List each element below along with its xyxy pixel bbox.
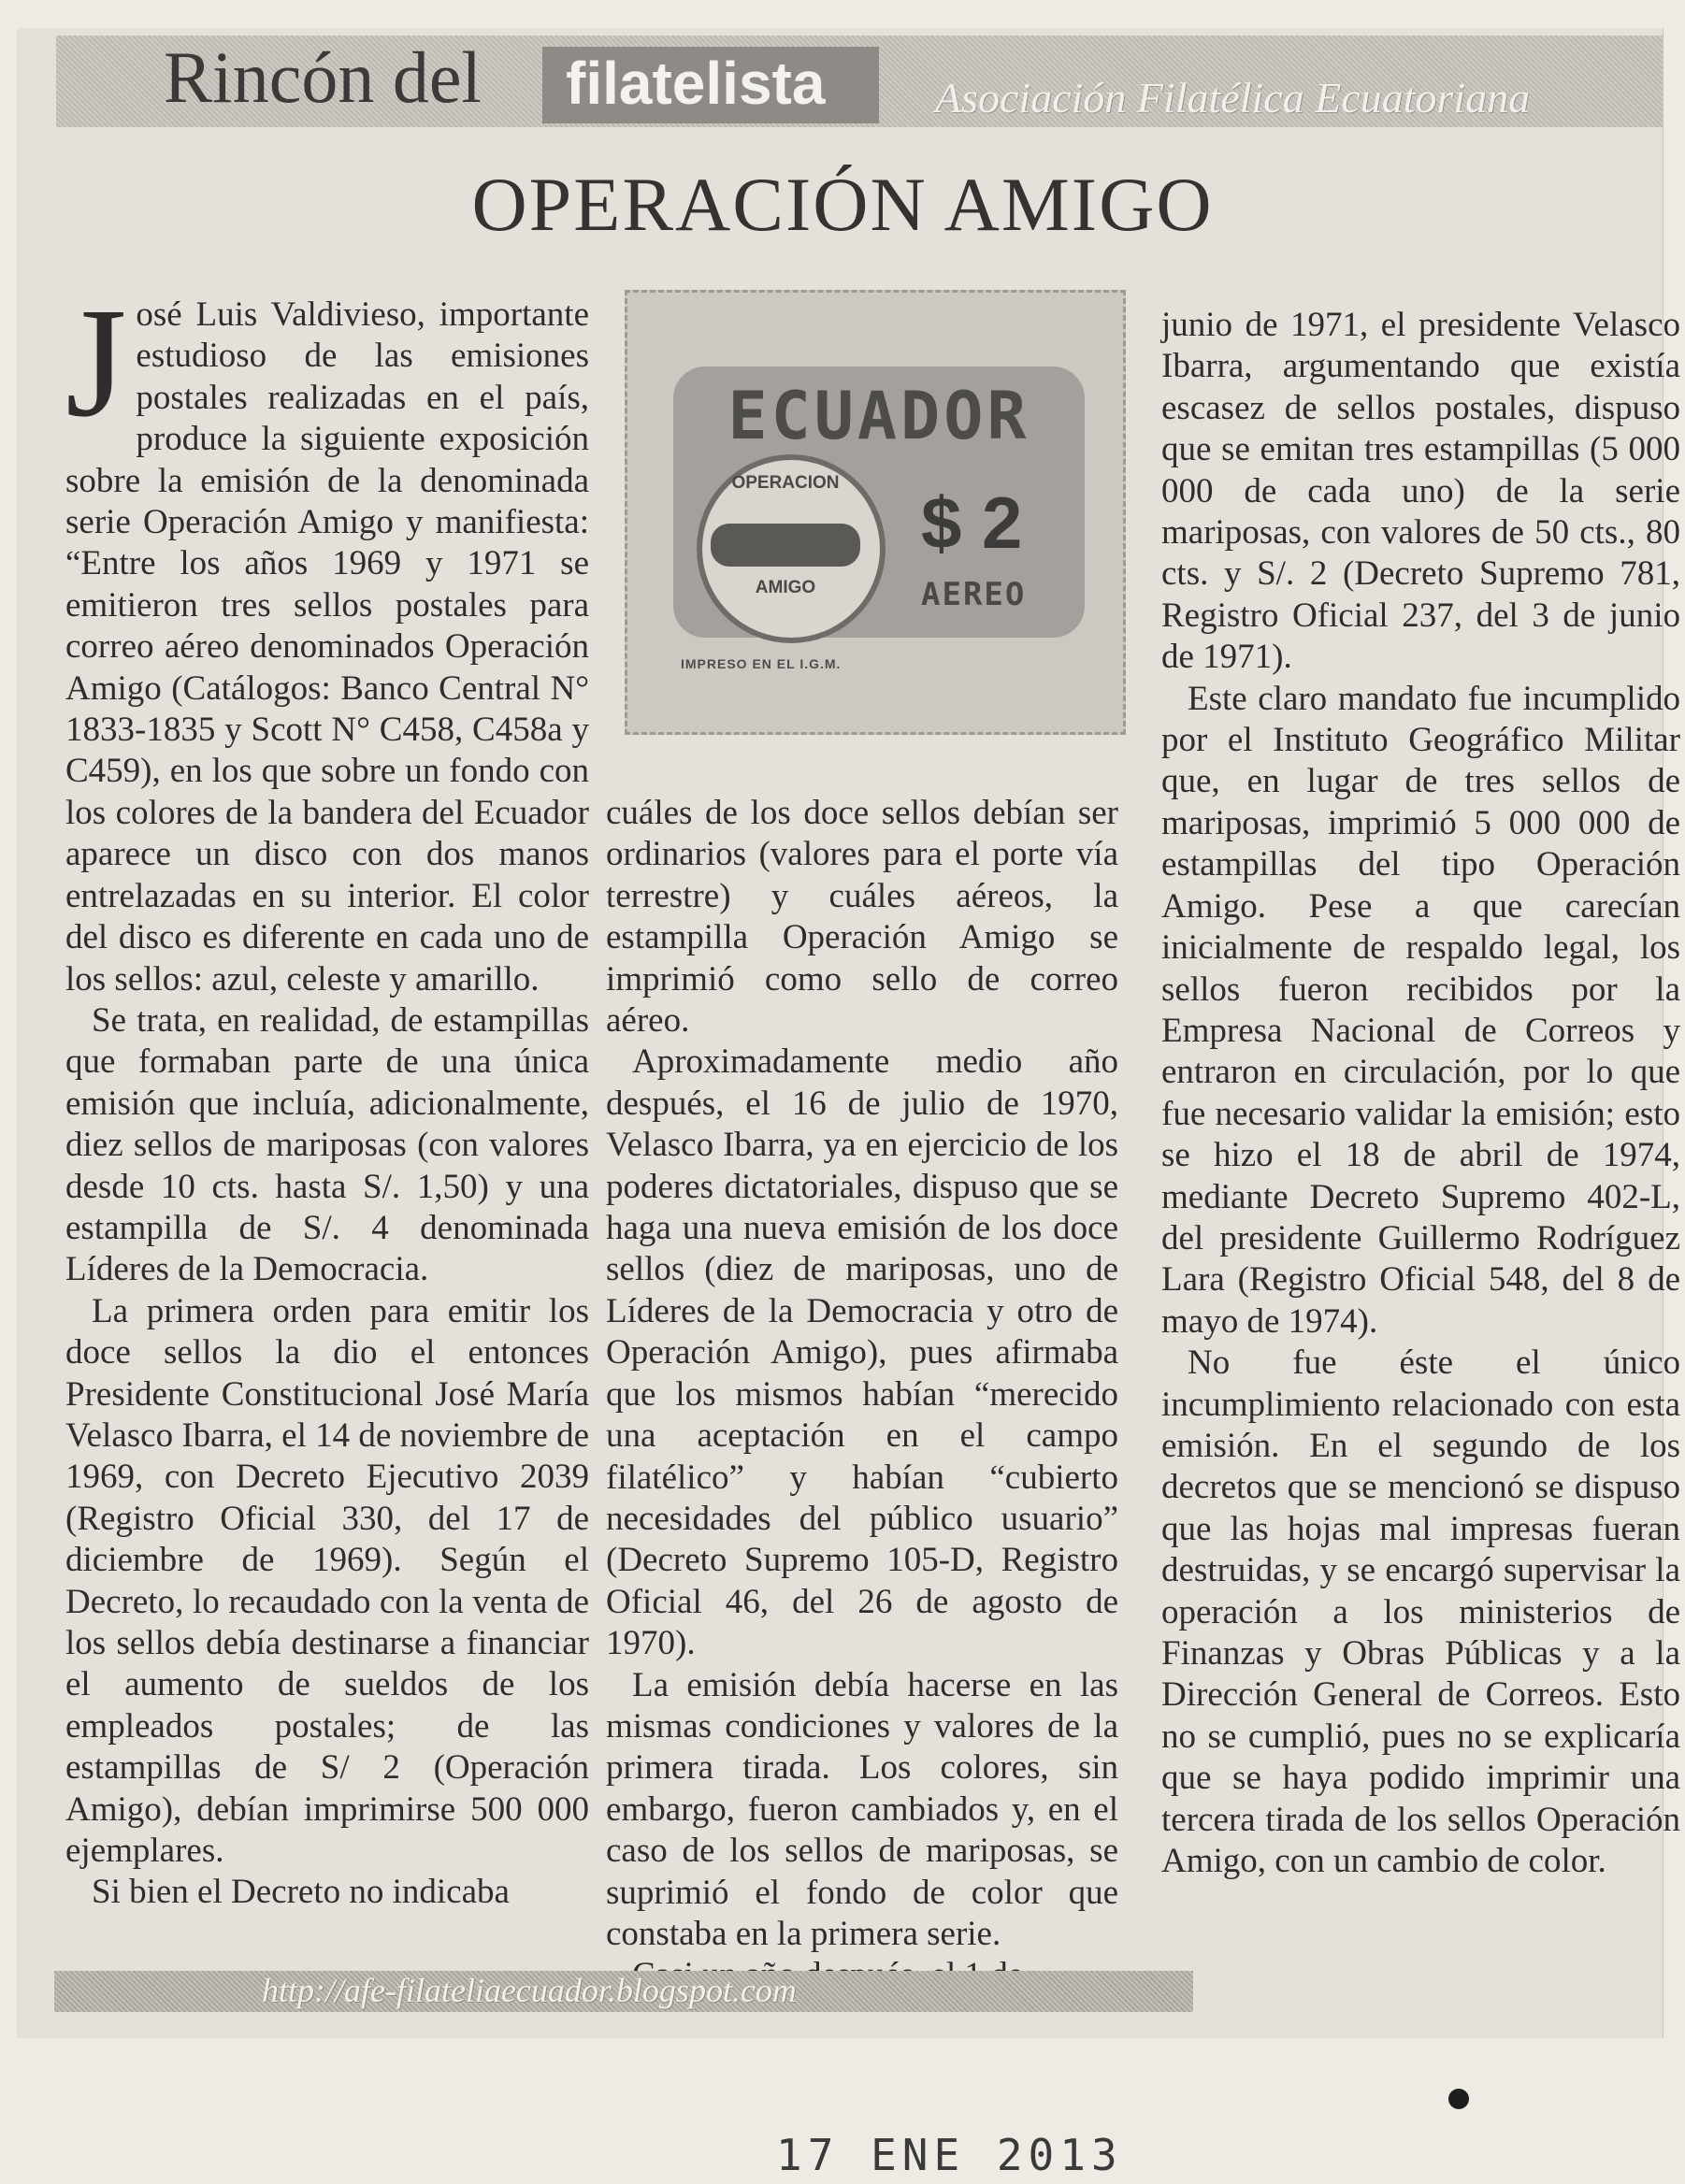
paragraph: Aproximadamente medio año después, el 16 de julio de 1970, Velasco Ibarra, ya en ejercicio de los poderes dictatoriales, dispuso que se haga una nueva emisión de los doce sellos (diez de mariposas, uno de Líderes de la Democracia y otro de Operación Amigo), pues afirmaba que los mismos habían “merecido una aceptación en el campo filatélico” y habían “cubierto necesidades del público usuario” (Decreto Supremo 105-D, Registro Oficial 46, del 26 de agosto de 1970). bbox=[606, 1042, 1118, 1663]
paragraph: La emisión debía hacerse en las mismas condiciones y valores de la primera tirada. Los colores, sin embargo, fueron cambiados y, en el caso de los sellos de mariposas, se suprimió el fondo de color que constaba en la primera serie. bbox=[606, 1665, 1118, 1953]
article-column-2 bbox=[606, 793, 1118, 1997]
stamp-ring-top-text: OPERACION bbox=[731, 473, 840, 493]
article-column-1 bbox=[65, 276, 589, 1914]
stamp-value: $ 2 bbox=[921, 481, 1023, 564]
footer-url: http://afe-filateliaecuador.blogspot.com bbox=[262, 1972, 797, 2009]
paragraph-text: osé Luis Valdivieso, importante estudioso de las emisiones postales realizadas en el país, produce la siguiente exposición sobre la emisión de la denominada serie Operación Amigo y manifiesta: “Entre los años 1969 y 1971 se emitieron tres sellos postales para correo aéreo denominados Operación Amigo (Catálogos: Banco Central N° 1833-1835 y Scott N° C458, C458a y C459), en los que sobre un fondo con los colores de la bandera del Ecuador aparece un disco con dos manos entrelazadas en su interior. El color del disco es diferente en cada uno de los sellos: azul, celeste y amarillo. bbox=[65, 295, 589, 999]
masthead-subtitle: filatelista bbox=[566, 50, 826, 117]
masthead-association: Asociación Filatélica Ecuatoriana bbox=[935, 74, 1531, 122]
paragraph: No fue éste el único incumplimiento relacionado con esta emisión. En el segundo de los decretos que se mencionó se dispuso que las hojas mal impresas fueran destruidas, y se encargó supervisar la operación a los ministerios de Finanzas y Obras Públicas y a la Dirección General de Correos. Esto no se cumplió, pues no se explicaría que se haya podido imprimir una tercera tirada de los sellos Operación Amigo, con un cambio de color. bbox=[1161, 1343, 1680, 1881]
article-column-3 bbox=[1161, 305, 1680, 1882]
stamp-imprint: IMPRESO EN EL I.G.M. bbox=[681, 656, 842, 671]
paragraph: Se trata, en realidad, de estampillas que formaban parte de una única emisión que incluía, adicionalmente, diez sellos de mariposas (con valores desde 10 cts. hasta S/. 1,50) y una estampilla de S/. 4 denominada Líderes de la Democracia. bbox=[65, 1000, 589, 1289]
paragraph: La primera orden para emitir los doce sellos la dio el entonces Presidente Constitucional José María Velasco Ibarra, el 14 de noviembre de 1969, con Decreto Ejecutivo 2039 (Registro Oficial 330, del 17 de diciembre de 1969). Según el Decreto, lo recaudado con la venta de los sellos debía destinarse a financiar el aumento de sueldos de los empleados postales; de las estampillas de S/ 2 (Operación Amigo), debían imprimirse 500 000 ejemplares. bbox=[65, 1291, 589, 1871]
paragraph: Si bien el Decreto no indicaba bbox=[92, 1873, 510, 1912]
stamp-aereo: AEREO bbox=[921, 576, 1027, 613]
ink-dot bbox=[1448, 2089, 1469, 2109]
drop-cap: J bbox=[65, 276, 127, 450]
date-stamp: 17 ENE 2013 bbox=[776, 2130, 1123, 2180]
article-title: OPERACIÓN AMIGO bbox=[471, 162, 1214, 247]
stamp-ring-bottom-text: AMIGO bbox=[755, 578, 816, 597]
handshake-icon bbox=[711, 524, 860, 567]
paragraph: cuáles de los doce sellos debían ser ordinarios (valores para el porte vía terrestre) y cuáles aéreos, la estampilla Operación Amigo se imprimió como sello de correo aéreo. bbox=[606, 794, 1118, 1041]
paragraph bbox=[65, 276, 589, 1000]
masthead-title: Rincón del bbox=[164, 36, 482, 118]
paragraph: Este claro mandato fue incumplido por el Instituto Geográfico Militar que, en lugar de tres sellos de mariposas, imprimió 5 000 000 de estampillas del tipo Operación Amigo. Pese a que carecían inicialmente de respaldo legal, los sellos fueron recibidos por la Empresa Nacional de Correos y entraron en circulación, por lo que fue necesario validar la emisión; esto se hizo el 18 de abril de 1974, mediante Decreto Supremo 402-L, del presidente Guillermo Rodríguez Lara (Registro Oficial 548, del 8 de mayo de 1974). bbox=[1161, 679, 1680, 1341]
paragraph: junio de 1971, el presidente Velasco Ibarra, argumentando que existía escasez de sellos postales, dispuso que se emitan tres estampillas (5 000 000 de cada uno) de la serie mariposas, con valores de 50 cts., 80 cts. y S/. 2 (Decreto Supremo 781, Registro Oficial 237, del 3 de junio de 1971). bbox=[1161, 306, 1680, 677]
stamp-country: ECUADOR bbox=[727, 378, 1030, 454]
